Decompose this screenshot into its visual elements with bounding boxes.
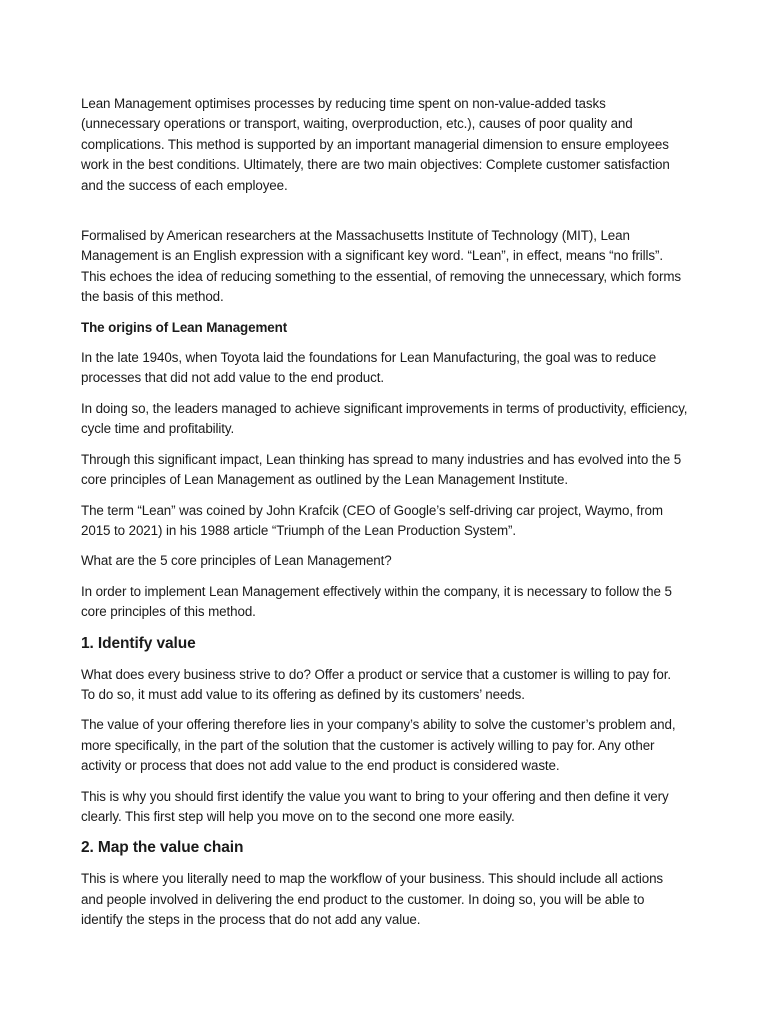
identify-value-paragraph-1: What does every business strive to do? Offer a product or service that a customer is willing to pay for. To do so, it must add value to its offering as defined by its customers’ needs. bbox=[81, 666, 671, 702]
identify-value-paragraph-3: This is why you should first identify the value you want to bring to your offering and then define it very clearly. This first step will help you move on to the second one more easily. bbox=[81, 788, 669, 824]
origins-paragraph-6: In order to implement Lean Management effectively within the company, it is necessary to follow the 5 core principles of this method. bbox=[81, 583, 672, 620]
intro-paragraph-2: Formalised by American researchers at the Massachusetts Institute of Technology (MIT), Lean Management is an English expression with a significant key word. “Lean”, in effect, means “no frills”. This echoes the idea of reducing something to the essential, of removing the unnecessary, which forms the basis of this method. bbox=[81, 228, 681, 305]
origins-paragraph-2: In doing so, the leaders managed to achieve significant improvements in terms of productivity, efficiency, cycle time and profitability. bbox=[81, 400, 688, 437]
principles-question: What are the 5 core principles of Lean Management? bbox=[81, 553, 392, 569]
origins-heading: The origins of Lean Management bbox=[81, 319, 288, 335]
identify-value-paragraph-2: The value of your offering therefore lies in your company’s ability to solve the customer’s problem and, more specifically, in the part of the solution that the customer is actively willing to pay for. Any other activity or process that does not add value to the end product is considered waste. bbox=[81, 717, 676, 774]
section-heading-identify-value: 1. Identify value bbox=[81, 634, 196, 652]
map-value-chain-paragraph-1: This is where you literally need to map the workflow of your business. This should include all actions and people involved in delivering the end product to the customer. In doing so, you will be able to identify the steps in the process that do not add any value. bbox=[81, 871, 664, 928]
intro-paragraph-1: Lean Management optimises processes by reducing time spent on non-value-added tasks (unnecessary operations or transport, waiting, overproduction, etc.), causes of poor quality and complications. This method is supported by an important managerial dimension to ensure employees work in the best conditions. Ultimately, there are two main objectives: Complete customer satisfaction and the success of each employee. bbox=[81, 96, 670, 193]
origins-paragraph-4: The term “Lean” was coined by John Krafcik (CEO of Google’s self-driving car project, Waymo, from 2015 to 2021) in his 1988 article “Triumph of the Lean Production System”. bbox=[81, 502, 663, 538]
section-heading-map-value-chain: 2. Map the value chain bbox=[81, 839, 244, 857]
origins-paragraph-3: Through this significant impact, Lean thinking has spread to many industries and has evolved into the 5 core principles of Lean Management as outlined by the Lean Management Institute. bbox=[81, 451, 682, 488]
origins-paragraph-1: In the late 1940s, when Toyota laid the foundations for Lean Manufacturing, the goal was to reduce processes that did not add value to the end product. bbox=[81, 350, 657, 386]
